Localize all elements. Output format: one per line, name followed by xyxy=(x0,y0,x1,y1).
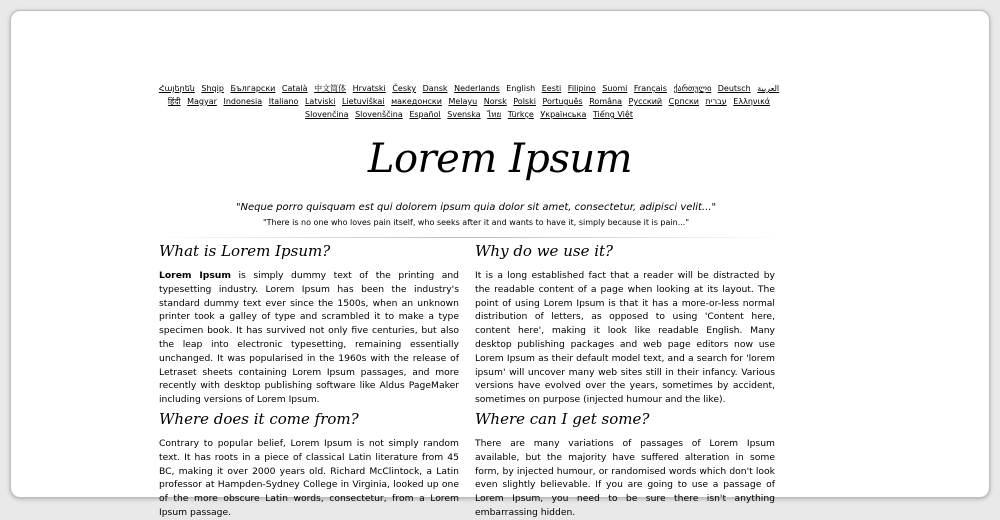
language-link[interactable]: Indonesia xyxy=(223,97,263,106)
section-why-use xyxy=(475,241,775,407)
language-link[interactable]: Româna xyxy=(589,97,622,106)
language-current: English xyxy=(506,84,536,93)
language-link[interactable]: Ελληνικά xyxy=(733,97,771,106)
language-link[interactable]: Tiếng Việt xyxy=(592,110,633,119)
language-link[interactable]: Deutsch xyxy=(717,84,751,93)
language-link[interactable]: Pyccкий xyxy=(628,97,663,106)
language-link[interactable]: Português xyxy=(542,97,583,106)
section-heading: What is Lorem Ipsum? xyxy=(159,242,331,260)
section-heading: Where does it come from? xyxy=(159,410,359,428)
language-link[interactable]: Українська xyxy=(540,110,587,119)
section-what-is xyxy=(159,241,459,407)
language-link[interactable]: Suomi xyxy=(602,84,628,93)
section-text: is simply dummy text of the printing and typesetting industry. Lorem Ipsum has been the industry's standard dummy text ever since the 1500s, when an unknown printer took a galley of type and scrambled it to make a type specimen book. It has survived not only five centuries, but also the leap into electronic typesetting, remaining essentially unchanged. It was popularised in the 1960s with the release of Letraset sheets containing Lorem Ipsum passages, and more recently with desktop publishing software like Aldus PageMaker including versions of Lorem Ipsum. xyxy=(159,270,459,406)
section-where-get xyxy=(475,409,775,520)
section-body: It is a long established fact that a reader will be distracted by the readable content of a page when looking at its layout. The point of using Lorem Ipsum is that it has a more-or-less normal distribution of letters, as opposed to using 'Content here, content here', making it look like readable English. Many desktop publishing packages and web page editors now use Lorem Ipsum as their default model text, and a search for 'lorem ipsum' will uncover many web sites still in their infancy. Various versions have evolved over the years, sometimes by accident, sometimes on purpose (injected humour and the like). xyxy=(475,270,775,406)
quote-translation: "There is no one who loves pain itself, who seeks after it and wants to have it, simply because it is pain..." xyxy=(262,218,690,227)
language-link[interactable]: Slovenščina xyxy=(355,110,403,119)
language-link[interactable]: Melayu xyxy=(448,97,478,106)
language-link[interactable]: Հայերեն xyxy=(158,84,195,93)
section-body: There are many variations of passages of Lorem Ipsum available, but the majority have suffered alteration in some form, by injected humour, or randomised words which don't look even slightly believable. If you are going to use a passage of Lorem Ipsum, you need to be sure there isn't anything embarrassing hidden. xyxy=(475,438,775,518)
language-link[interactable]: Català xyxy=(281,84,308,93)
language-link[interactable]: Slovenčina xyxy=(305,110,349,119)
section-body: Contrary to popular belief, Lorem Ipsum is not simply random text. It has roots in a piece of classical Latin literature from 45 BC, making it over 2000 years old. Richard McClintock, a Latin professor at Hampden-Sydney College in Virginia, looked up one of the more obscure Latin words, consectetur, from a Lorem Ipsum passage. xyxy=(159,438,459,518)
browser-page xyxy=(10,10,990,518)
language-link[interactable]: Hrvatski xyxy=(352,84,386,93)
language-link[interactable]: Italiano xyxy=(268,97,299,106)
page-title: Lorem Ipsum xyxy=(367,136,633,182)
section-where-from xyxy=(159,409,459,520)
language-link[interactable]: Latviski xyxy=(304,97,336,106)
language-link[interactable]: ‫עברית xyxy=(705,97,727,106)
language-link[interactable]: Magyar xyxy=(187,97,217,106)
lead-term: Lorem Ipsum xyxy=(159,270,231,281)
language-link[interactable]: Dansk xyxy=(422,84,448,93)
language-link[interactable]: Svenska xyxy=(447,110,481,119)
language-link[interactable]: Български xyxy=(230,84,276,93)
language-link[interactable]: Norsk xyxy=(483,97,507,106)
language-link[interactable]: Polski xyxy=(513,97,536,106)
section-heading: Where can I get some? xyxy=(475,410,650,428)
language-link[interactable]: Eesti xyxy=(541,84,562,93)
language-link[interactable]: ไทย xyxy=(487,110,502,119)
divider xyxy=(157,237,783,238)
language-list xyxy=(156,82,782,121)
language-link[interactable]: македонски xyxy=(391,97,442,106)
language-link[interactable]: ქართული xyxy=(673,84,712,93)
section-heading: Why do we use it? xyxy=(475,242,614,260)
language-link[interactable]: ‫العربية xyxy=(757,84,780,93)
language-link[interactable]: 中文简体 xyxy=(314,84,347,93)
language-link[interactable]: हिंदी xyxy=(167,97,181,106)
language-link[interactable]: Filipino xyxy=(567,84,596,93)
latin-quote: "Neque porro quisquam est qui dolorem ipsum quia dolor sit amet, consectetur, adipisci velit..." xyxy=(235,202,717,213)
language-link[interactable]: Česky xyxy=(392,84,417,93)
language-link[interactable]: Français xyxy=(633,84,667,93)
language-link[interactable]: Español xyxy=(409,110,441,119)
language-link[interactable]: Српски xyxy=(668,97,699,106)
language-link[interactable]: Lietuviškai xyxy=(342,97,385,106)
language-link[interactable]: Türkçe xyxy=(507,110,534,119)
section-body xyxy=(159,269,459,407)
language-link[interactable]: Shqip xyxy=(201,84,224,93)
language-link[interactable]: Nederlands xyxy=(454,84,500,93)
